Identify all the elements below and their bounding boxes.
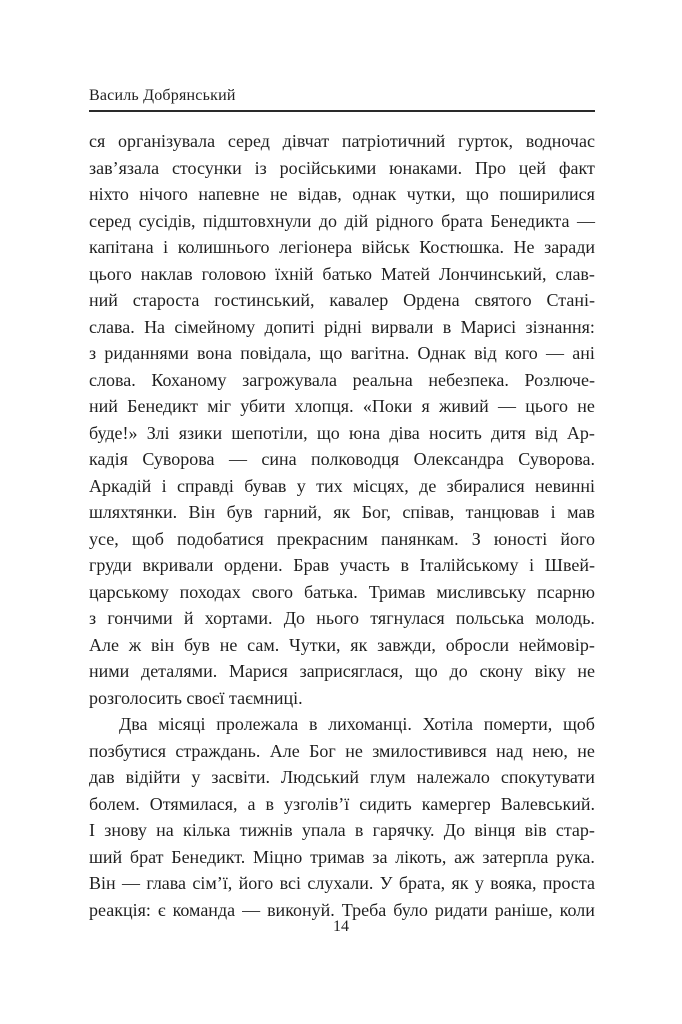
- text-line: позбутися страждань. Але Бог не змилостивився над нею, не: [89, 740, 595, 761]
- text-line: ний староста гостинський, кавалер Ордена святого Стані-: [89, 290, 595, 310]
- text-line: кадія Суворова — сина полководця Олександра Суворова.: [89, 449, 595, 469]
- text-line: буде!» Злі язики шепотіли, що юна діва носить дитя від Ар-: [89, 422, 595, 443]
- text-line: груди вкривали ордени. Брав участь в Італійському і Швей-: [89, 555, 595, 575]
- text-line: царському походах свого батька. Тримав мисливську псарню: [89, 581, 595, 602]
- text-line: слава. На сімейному допиті рідні вирвали в Марисі зізнання:: [89, 316, 595, 337]
- text-line: Він — глава сім’ї, його всі слухали. У брата, як у вояка, проста: [89, 873, 595, 893]
- text-line: зав’язала стосунки із російськими юнаками. Про цей факт: [89, 157, 595, 178]
- text-line: ніхто нічого напевне не відав, однак чутки, що поширилися: [89, 184, 595, 204]
- text-line: слова. Коханому загрожувала реальна небезпека. Розлюче-: [89, 369, 595, 390]
- text-line: серед сусідів, підштовхнули до дій рідного брата Бенедикта —: [89, 210, 595, 231]
- text-line: розголосить своєї таємниці.: [89, 687, 303, 708]
- text-line: І знову на кілька тижнів упала в гарячку. До вінця вів стар-: [89, 820, 595, 840]
- text-line: ний Бенедикт міг убити хлопця. «Поки я живий — цього не: [89, 396, 595, 416]
- text-line: реакція: є команда — виконуй. Треба було ридати раніше, коли: [89, 899, 595, 920]
- text-line: ся організувала серед дівчат патріотичний гурток, водночас: [89, 131, 595, 151]
- text-line: ший брат Бенедикт. Міцно тримав за лікоть, аж затерпла рука.: [89, 846, 595, 867]
- text-line: дав відійти у засвіти. Людський глум належало спокутувати: [89, 767, 595, 787]
- text-line: ними деталями. Марися заприсяглася, що до скону віку не: [89, 661, 595, 681]
- text-line: шляхтянки. Він був гарний, як Бог, співав, танцював і мав: [89, 502, 595, 522]
- text-line: з гончими й хортами. До нього тягнулася польська молодь.: [89, 608, 595, 628]
- text-line: болем. Отямилася, а в узголів’ї сидить камергер Валевський.: [89, 793, 595, 814]
- text-line: усе, щоб подобатися прекрасним панянкам. З юності його: [89, 528, 595, 549]
- text-line: цього наклав головою їхній батько Матей Лончинський, слав-: [89, 263, 595, 284]
- page-number: 14: [333, 918, 349, 935]
- text-line: капітана і колишнього легіонера військ Костюшка. Не заради: [89, 237, 595, 257]
- author-name: Василь Добрянський: [89, 87, 236, 104]
- text-line: з риданнями вона повідала, що вагітна. Однак від кого — ані: [89, 343, 595, 363]
- running-header: [89, 86, 595, 112]
- body-text: [89, 128, 595, 923]
- text-line: Але ж він був не сам. Чутки, як завжди, обросли неймовір-: [89, 634, 595, 655]
- text-line: Два місяці пролежала в лихоманці. Хотіла померти, щоб: [119, 714, 595, 734]
- text-line: Аркадій і справді бував у тих місцях, де збиралися невинні: [89, 475, 595, 496]
